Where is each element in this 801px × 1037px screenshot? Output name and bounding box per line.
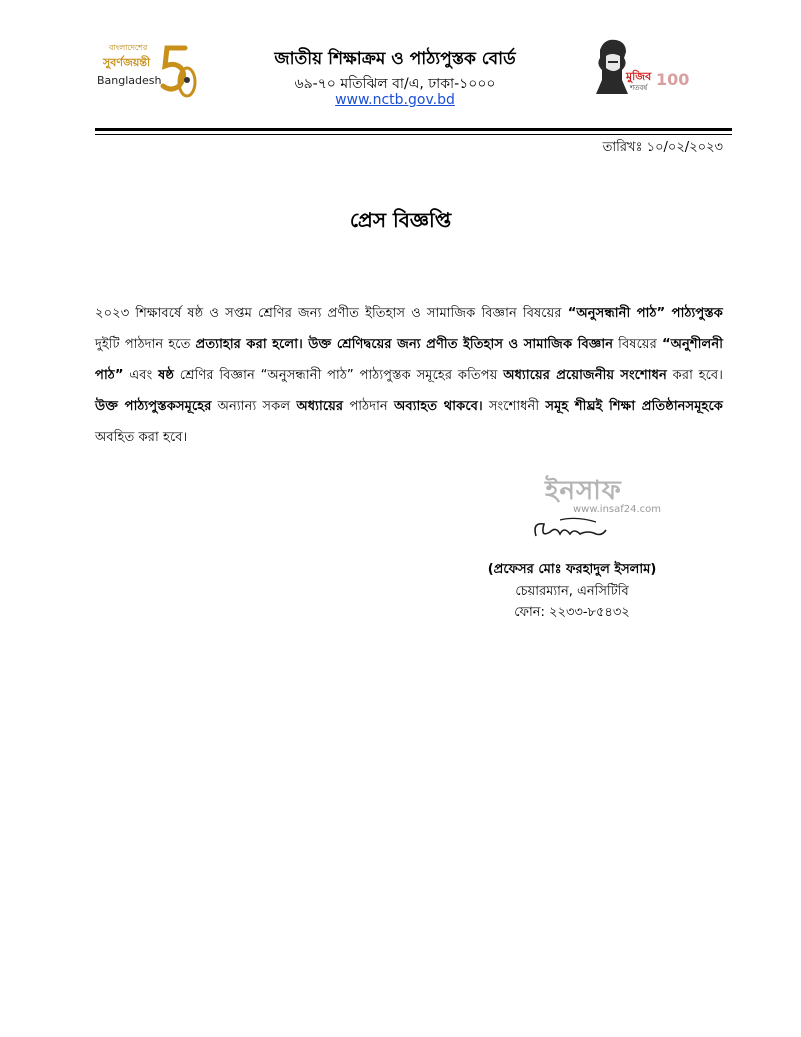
document-date: তারিখঃ ১০/০২/২০২৩ <box>602 140 723 155</box>
organization-name: জাতীয় শিক্ষাক্রম ও পাঠ্যপুস্তক বোর্ড <box>274 49 516 69</box>
body-segment: সংশোধনী <box>482 399 546 414</box>
header-divider-thick <box>95 128 732 131</box>
body-segment: বিষয়ের <box>613 337 662 352</box>
logo-right-subtext: শতবর্ষ <box>630 84 648 92</box>
watermark-url: www.insaf24.com <box>573 504 662 515</box>
body-segment: করা হবে। <box>666 368 723 383</box>
body-segment-bold: অধ্যায়ের প্রয়োজনীয় সংশোধন <box>503 368 667 383</box>
body-segment: এবং <box>123 368 159 383</box>
logo-left-line3: Bangladesh <box>97 74 162 87</box>
body-segment-bold: সমূহ শীঘ্রই শিক্ষা প্রতিষ্ঠানসমূহকে <box>545 399 724 414</box>
portrait-icon <box>592 36 632 96</box>
document-title: প্রেস বিজ্ঞপ্তি <box>349 208 452 232</box>
body-segment-bold: “অনুশীলনী পাঠ” <box>95 337 723 383</box>
header-divider-thin <box>95 134 732 135</box>
body-segment: পাঠদান <box>343 399 394 414</box>
signature-image <box>530 512 610 546</box>
body-segment: ২০২৩ শিক্ষাবর্ষে ষষ্ঠ ও সপ্তম শ্রেণির জন্য প্রণীত ইতিহাস ও সামাজিক বিজ্ঞান বিষয়ের <box>95 306 568 321</box>
body-segment-bold: অধ্যায়ের <box>296 399 344 414</box>
signatory-phone: ফোন: ২২৩৩-৮৫৪৩২ <box>514 605 630 620</box>
body-segment-bold: উক্ত পাঠ্যপুস্তকসমূহের <box>95 399 212 414</box>
logo-left-line1: বাংলাদেশের <box>109 43 148 52</box>
fifty-emblem-icon <box>157 44 197 100</box>
body-segment-bold: ষষ্ঠ <box>158 368 174 383</box>
logo-left-line2: সুবর্ণজয়ন্তী <box>103 56 151 69</box>
body-segment-bold: প্রত্যাহার করা হলো। উক্ত শ্রেণিদ্বয়ের জন্য প্রণীত ইতিহাস ও সামাজিক বিজ্ঞান <box>195 337 614 352</box>
golden-jubilee-logo <box>95 38 205 110</box>
signatory-title: চেয়ারম্যান, এনসিটিবি <box>515 584 629 599</box>
signatory-name: (প্রফেসর মোঃ ফরহাদুল ইসলাম) <box>487 562 657 577</box>
body-segment: অবহিত করা হবে। <box>95 430 188 445</box>
body-segment: দুইটি পাঠদান হতে <box>95 337 196 352</box>
body-segment: অন্যান্য সকল <box>211 399 297 414</box>
mujib-centenary-logo <box>592 36 690 104</box>
organization-address: ৬৯-৭০ মতিঝিল বা/এ, ঢাকা-১০০০ <box>294 76 496 92</box>
press-release-body <box>95 298 723 453</box>
logo-right-text: মুজিব <box>626 70 652 83</box>
body-segment: শ্রেণির বিজ্ঞান “অনুসন্ধানী পাঠ” পাঠ্যপুস্তক সমূহের কতিপয় <box>173 368 504 383</box>
body-segment-bold: অব্যাহত থাকবে। <box>393 399 483 414</box>
logo-right-number: 100 <box>656 70 690 89</box>
body-segment-bold: “অনুসন্ধানী পাঠ” পাঠ্যপুস্তক <box>567 306 723 321</box>
website-link[interactable]: www.nctb.gov.bd <box>335 92 455 108</box>
watermark-main: ইনসাফ <box>545 476 622 506</box>
